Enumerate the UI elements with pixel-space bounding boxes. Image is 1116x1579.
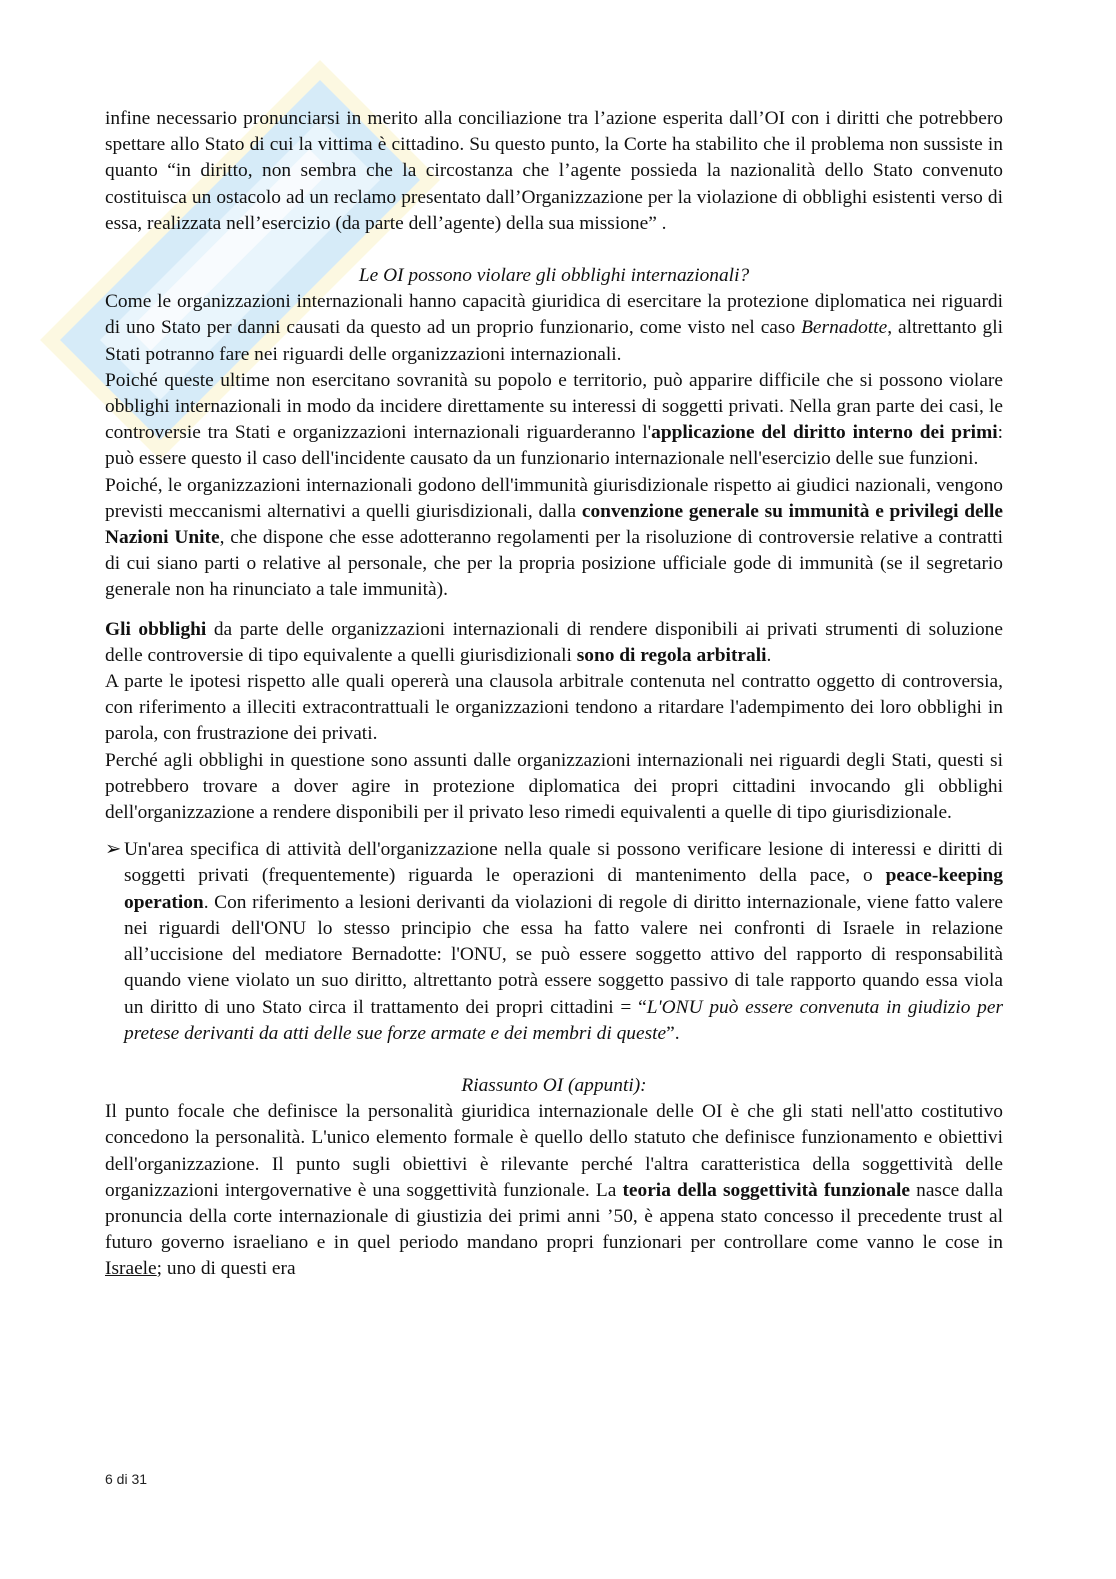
paragraph <box>105 617 1003 669</box>
arrow-bullet-icon: ➢ <box>105 839 122 861</box>
paragraph <box>105 669 1003 748</box>
paragraph <box>105 1099 1003 1282</box>
italic-text: L'ONU può essere convenuta in giudizio per pretese derivanti da atti delle sue forze armate e dei membri di queste <box>124 996 1003 1044</box>
text-run: Come le organizzazioni internazionali hanno capacità giuridica di esercitare la protezione diplomatica nei riguardi di uno Stato per danni causati da questo ad un proprio funzionario, come visto nel caso <box>105 291 1003 339</box>
bold-text: applicazione del diritto interno dei primi <box>651 422 998 444</box>
text-run: , che dispone che esse adotteranno regolamenti per la risoluzione di controversie relative a contratti di cui siano parti o relative al personale, che per la propria posizione ufficiale gode di immunità (se il segretario generale non ha rinunciato a tale immunità). <box>105 527 1003 601</box>
text-run: Poiché, le organizzazioni internazionali godono dell'immunità giurisdizionale rispetto ai giudici nazionali, vengono previsti meccanismi alternativi a quelli giurisdizionali, dalla <box>105 474 1003 522</box>
text-run: Poiché queste ultime non esercitano sovranità su popolo e territorio, può apparire difficile che si possono violare obblighi internazionali in modo da incidere direttamente su interessi di soggetti privati. Nella gran parte dei casi, le controversie tra Stati e organizzazioni internazionali riguarderanno l' <box>105 369 1003 444</box>
underlined-text: Israele <box>105 1258 157 1280</box>
paragraph <box>105 368 1003 473</box>
text-run: Un'area specifica di attività dell'organizzazione nella quale si possono verificare lesione di interessi e diritti di soggetti privati (frequentemente) riguarda le operazioni di mantenimento della pace, o <box>124 839 1003 887</box>
paragraph <box>105 289 1003 368</box>
bold-text: sono di regola arbitrali <box>576 644 767 666</box>
bold-text: Gli obblighi <box>105 618 207 640</box>
bold-text: teoria della soggettività funzionale <box>622 1179 911 1201</box>
page-number: 6 di 31 <box>105 1471 148 1487</box>
paragraph <box>105 748 1003 827</box>
bold-text: convenzione generale su immunità e privilegi delle Nazioni Unite <box>105 500 1003 549</box>
text-run: , altrettanto gli Stati potranno fare nei riguardi delle organizzazioni internazionali. <box>105 317 1003 365</box>
text-run: nasce dalla pronuncia della corte internazionale di giustizia dei primi anni ’50, è appena stato concesso il precedente trust al futuro governo israeliano e in quel periodo mandano propri funzionari per controllare come vanno le cose in <box>105 1179 1003 1254</box>
paragraph <box>105 106 1003 237</box>
bold-text: peace-keeping operation <box>124 865 1003 913</box>
section-heading <box>105 263 1003 289</box>
text-run: Perché agli obblighi in questione sono assunti dalle organizzazioni internazionali nei riguardi degli Stati, questi si potrebbero trovare a dover agire in protezione diplomatica dei propri cittadini invocando gli obblighi dell'organizzazione a rendere disponibili per il privato leso rimedi equivalenti a quelle di tipo giurisdizionale. <box>105 749 1003 824</box>
text-run: A parte le ipotesi rispetto alle quali opererà una clausola arbitrale contenuta nel contratto oggetto di controversia, con riferimento a illeciti extracontrattuali le organizzazioni tendono a ritardare l'adempimento dei loro obblighi in parola, con frustrazione dei privati. <box>105 671 1003 745</box>
text-run: ”. <box>666 1022 680 1044</box>
text-run: Le OI possono violare gli obblighi internazionali? <box>358 265 750 287</box>
text-run: Il punto focale che definisce la personalità giuridica internazionale delle OI è che gli stati nell'atto costitutivo concedono la personalità. L'unico elemento formale è quello dello statuto che definisce funzionamento e obiettivi dell'organizzazione. Il punto sugli obiettivi è rilevante perché l'altra caratteristica della soggettività delle organizzazioni intergovernative è una soggettività funzionale. La <box>105 1101 1003 1201</box>
text-run: : può essere questo il caso dell'incidente causato da un funzionario internazionale nell'esercizio delle sue funzioni. <box>105 422 1003 470</box>
document-body <box>105 106 1003 1283</box>
section-heading <box>105 1073 1003 1099</box>
bullet-item <box>105 837 1003 1047</box>
text-run: da parte delle organizzazioni internazionali di rendere disponibili ai privati strumenti di soluzione delle controversie di tipo equivalente a quelli giurisdizionali <box>105 618 1003 666</box>
text-run: . Con riferimento a lesioni derivanti da violazioni di regole di diritto internazionale, viene fatto valere nei riguardi dell'ONU lo stesso principio che essa ha fatto valere nei confronti di Israele in relazione all’uccisione del mediatore Bernadotte: l'ONU, se può essere soggetto attivo del rapporto di responsabilità quando viene violato un suo diritto, altrettanto potrà essere soggetto passivo di tale rapporto quando essa viola un diritto di uno Stato circa il trattamento dei propri cittadini = “ <box>124 891 1003 1018</box>
text-run: ; uno di questi era <box>156 1258 296 1280</box>
text-run: infine necessario pronunciarsi in merito alla conciliazione tra l’azione esperita dall’OI con i diritti che potrebbero spettare allo Stato di cui la vittima è cittadino. Su questo punto, la Corte ha stabilito che il problema non sussiste in quanto “in diritto, non sembra che la circostanza che l’agente possieda la nazionalità dello Stato convenuto costituisca un ostacolo ad un reclamo presentato dall’Organizzazione per la violazione di obblighi esistenti verso di essa, realizzata nell’esercizio (da parte dell’agente) della sua missione” . <box>105 108 1003 234</box>
italic-text: Bernadotte <box>801 317 888 339</box>
paragraph <box>105 473 1003 604</box>
text-run: Riassunto OI (appunti): <box>461 1074 647 1096</box>
text-run: . <box>766 644 772 666</box>
